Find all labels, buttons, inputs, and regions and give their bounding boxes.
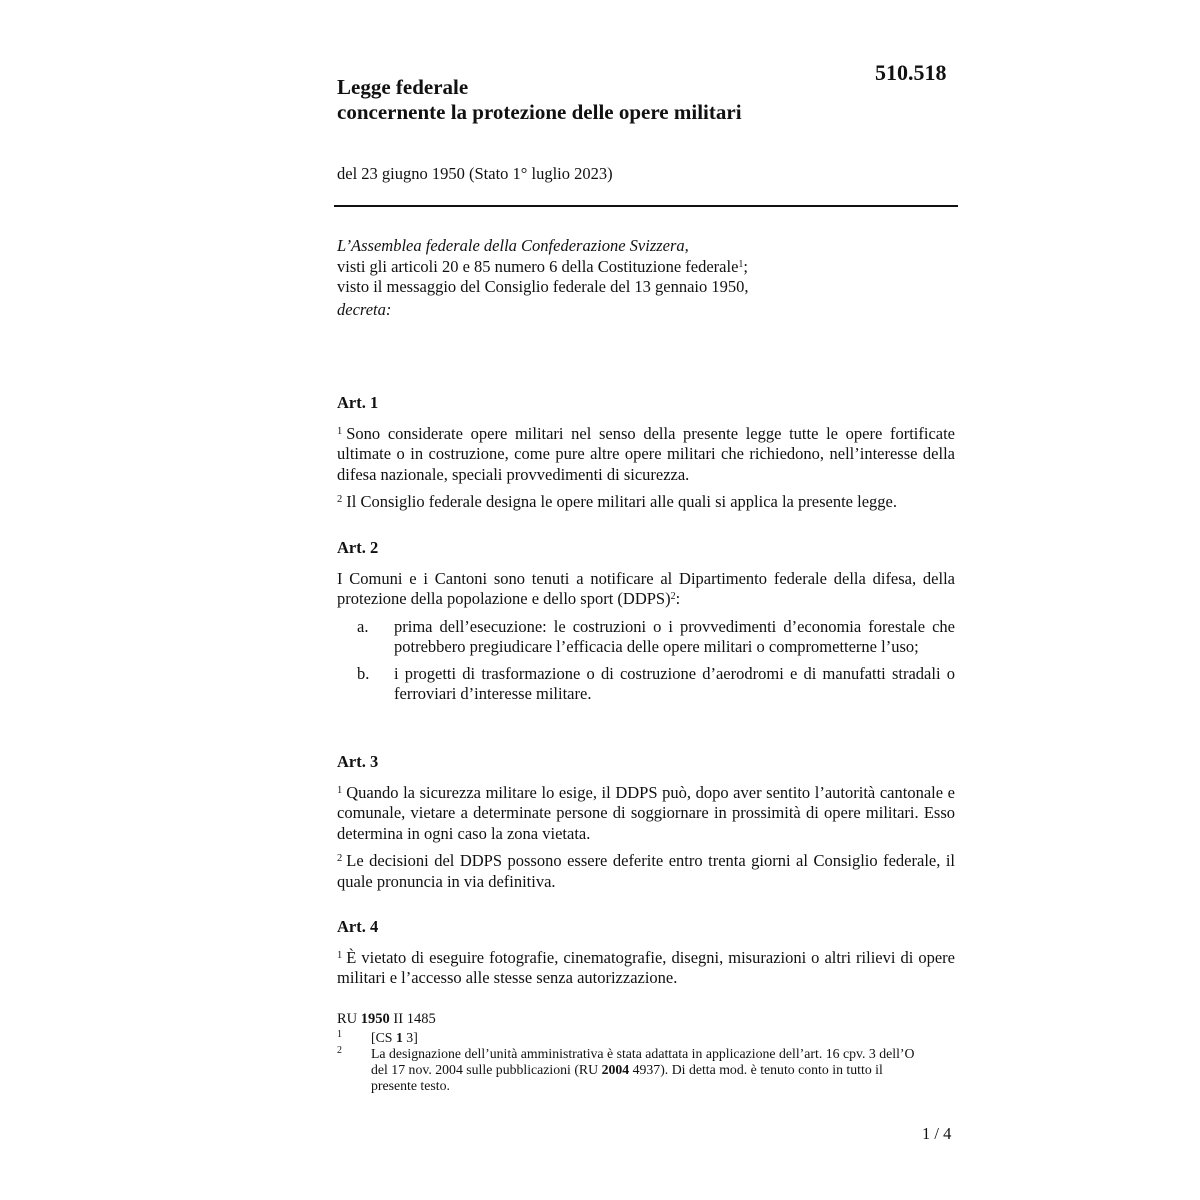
footnote-ref[interactable]: 2 xyxy=(670,591,676,602)
article-4 xyxy=(337,917,955,996)
article-heading: Art. 3 xyxy=(337,752,379,771)
paragraph-number: 1 xyxy=(337,949,343,961)
title-line-2: concernente la protezione delle opere militari xyxy=(337,100,742,124)
paragraph-number: 2 xyxy=(337,494,343,505)
sr-number: 510.518 xyxy=(875,60,947,85)
paragraph: I Comuni e i Cantoni sono tenuti a notificare al Dipartimento federale della difesa, della protezione della popolazione e dello sport (DDPS)$^2$: xyxy=(337,568,955,608)
paragraph: $^1$ Quando la sicurezza militare lo esige, il DDPS può, dopo aver sentito l’autorità cantonale e comunale, vietare a determinate persone di soggiornare in prossimità di opere militari. Esso determina in ogni caso la zona vietata. xyxy=(337,782,955,843)
preamble xyxy=(337,236,957,320)
article-heading: Art. 2 xyxy=(337,538,379,557)
article-2 xyxy=(337,538,955,711)
paragraph: $^1$ È vietato di eseguire fotografie, cinematografie, disegni, misurazioni o altri rilievi di opere militari e l’accesso alle stesse senza autorizzazione. xyxy=(337,947,955,987)
list-item xyxy=(337,617,955,658)
article-heading: Art. 4 xyxy=(337,917,379,936)
list-item-text: prima dell’esecuzione: le costruzioni o i provvedimenti d’economia forestale che potrebbero pregiudicare l’efficacia delle opere militari o comprometterne l’uso; xyxy=(394,616,955,656)
list-item xyxy=(337,664,955,705)
footnote-text: La designazione dell’unità amministrativa è stata adattata in applicazione dell’art. 16 cpv. 3 dell’O del 17 nov. 2004 sulle pubblicazioni (RU 2004 4937). Di detta mod. è tenuto conto in tutto il presente testo. xyxy=(371,1046,915,1093)
paragraph: $^1$ Sono considerate opere militari nel senso della presente legge tutte le opere fortificate ultimate o in costruzione, come pure altre opere militari che richiedono, nell’interesse della difesa nazionale, speciali provvedimenti di sicurezza. xyxy=(337,423,955,484)
footnote-number: 1 xyxy=(337,1029,342,1040)
list-item-text: i progetti di trasformazione o di costruzione d’aerodromi e di manufatti stradali o ferroviari d’interesse militare. xyxy=(394,663,955,703)
title-line-1: Legge federale xyxy=(337,75,469,99)
article-1 xyxy=(337,393,955,520)
preamble-decree: decreta: xyxy=(337,299,392,319)
paragraph-number: 1 xyxy=(337,425,343,437)
article-3 xyxy=(337,752,955,899)
ru-reference: RU 1950 II 1485 xyxy=(337,1011,436,1027)
footnote-number: 2 xyxy=(337,1045,342,1056)
footnote xyxy=(337,1046,917,1094)
paragraph-number: 2 xyxy=(337,853,343,864)
footnote-ref[interactable]: 1 xyxy=(738,258,744,270)
list-item-label: a. xyxy=(357,616,369,636)
page-title xyxy=(337,75,742,125)
paragraph: $^2$ Il Consiglio federale designa le opere militari alle quali si applica la presente legge. xyxy=(337,492,897,511)
preamble-intro: L’Assemblea federale della Confederazione Svizzera, xyxy=(337,236,689,255)
header-divider xyxy=(334,205,958,207)
article-heading: Art. 1 xyxy=(337,393,379,412)
preamble-line-2: visto il messaggio del Consiglio federale del 13 gennaio 1950, xyxy=(337,277,749,296)
footnote xyxy=(337,1030,917,1046)
paragraph: $^2$ Le decisioni del DDPS possono essere deferite entro trenta giorni al Consiglio federale, il quale pronuncia in via definitiva. xyxy=(337,851,955,891)
footnote-text: [CS 1 3] xyxy=(371,1030,418,1045)
paragraph-number: 1 xyxy=(337,784,343,796)
date-line: del 23 giugno 1950 (Stato 1° luglio 2023) xyxy=(337,164,613,183)
list-item-label: b. xyxy=(357,663,370,683)
footnotes-area xyxy=(337,1011,917,1094)
preamble-line-1: visti gli articoli 20 e 85 numero 6 della Costituzione federale$^1$; xyxy=(337,256,748,276)
page-number: 1 / 4 xyxy=(922,1124,952,1143)
